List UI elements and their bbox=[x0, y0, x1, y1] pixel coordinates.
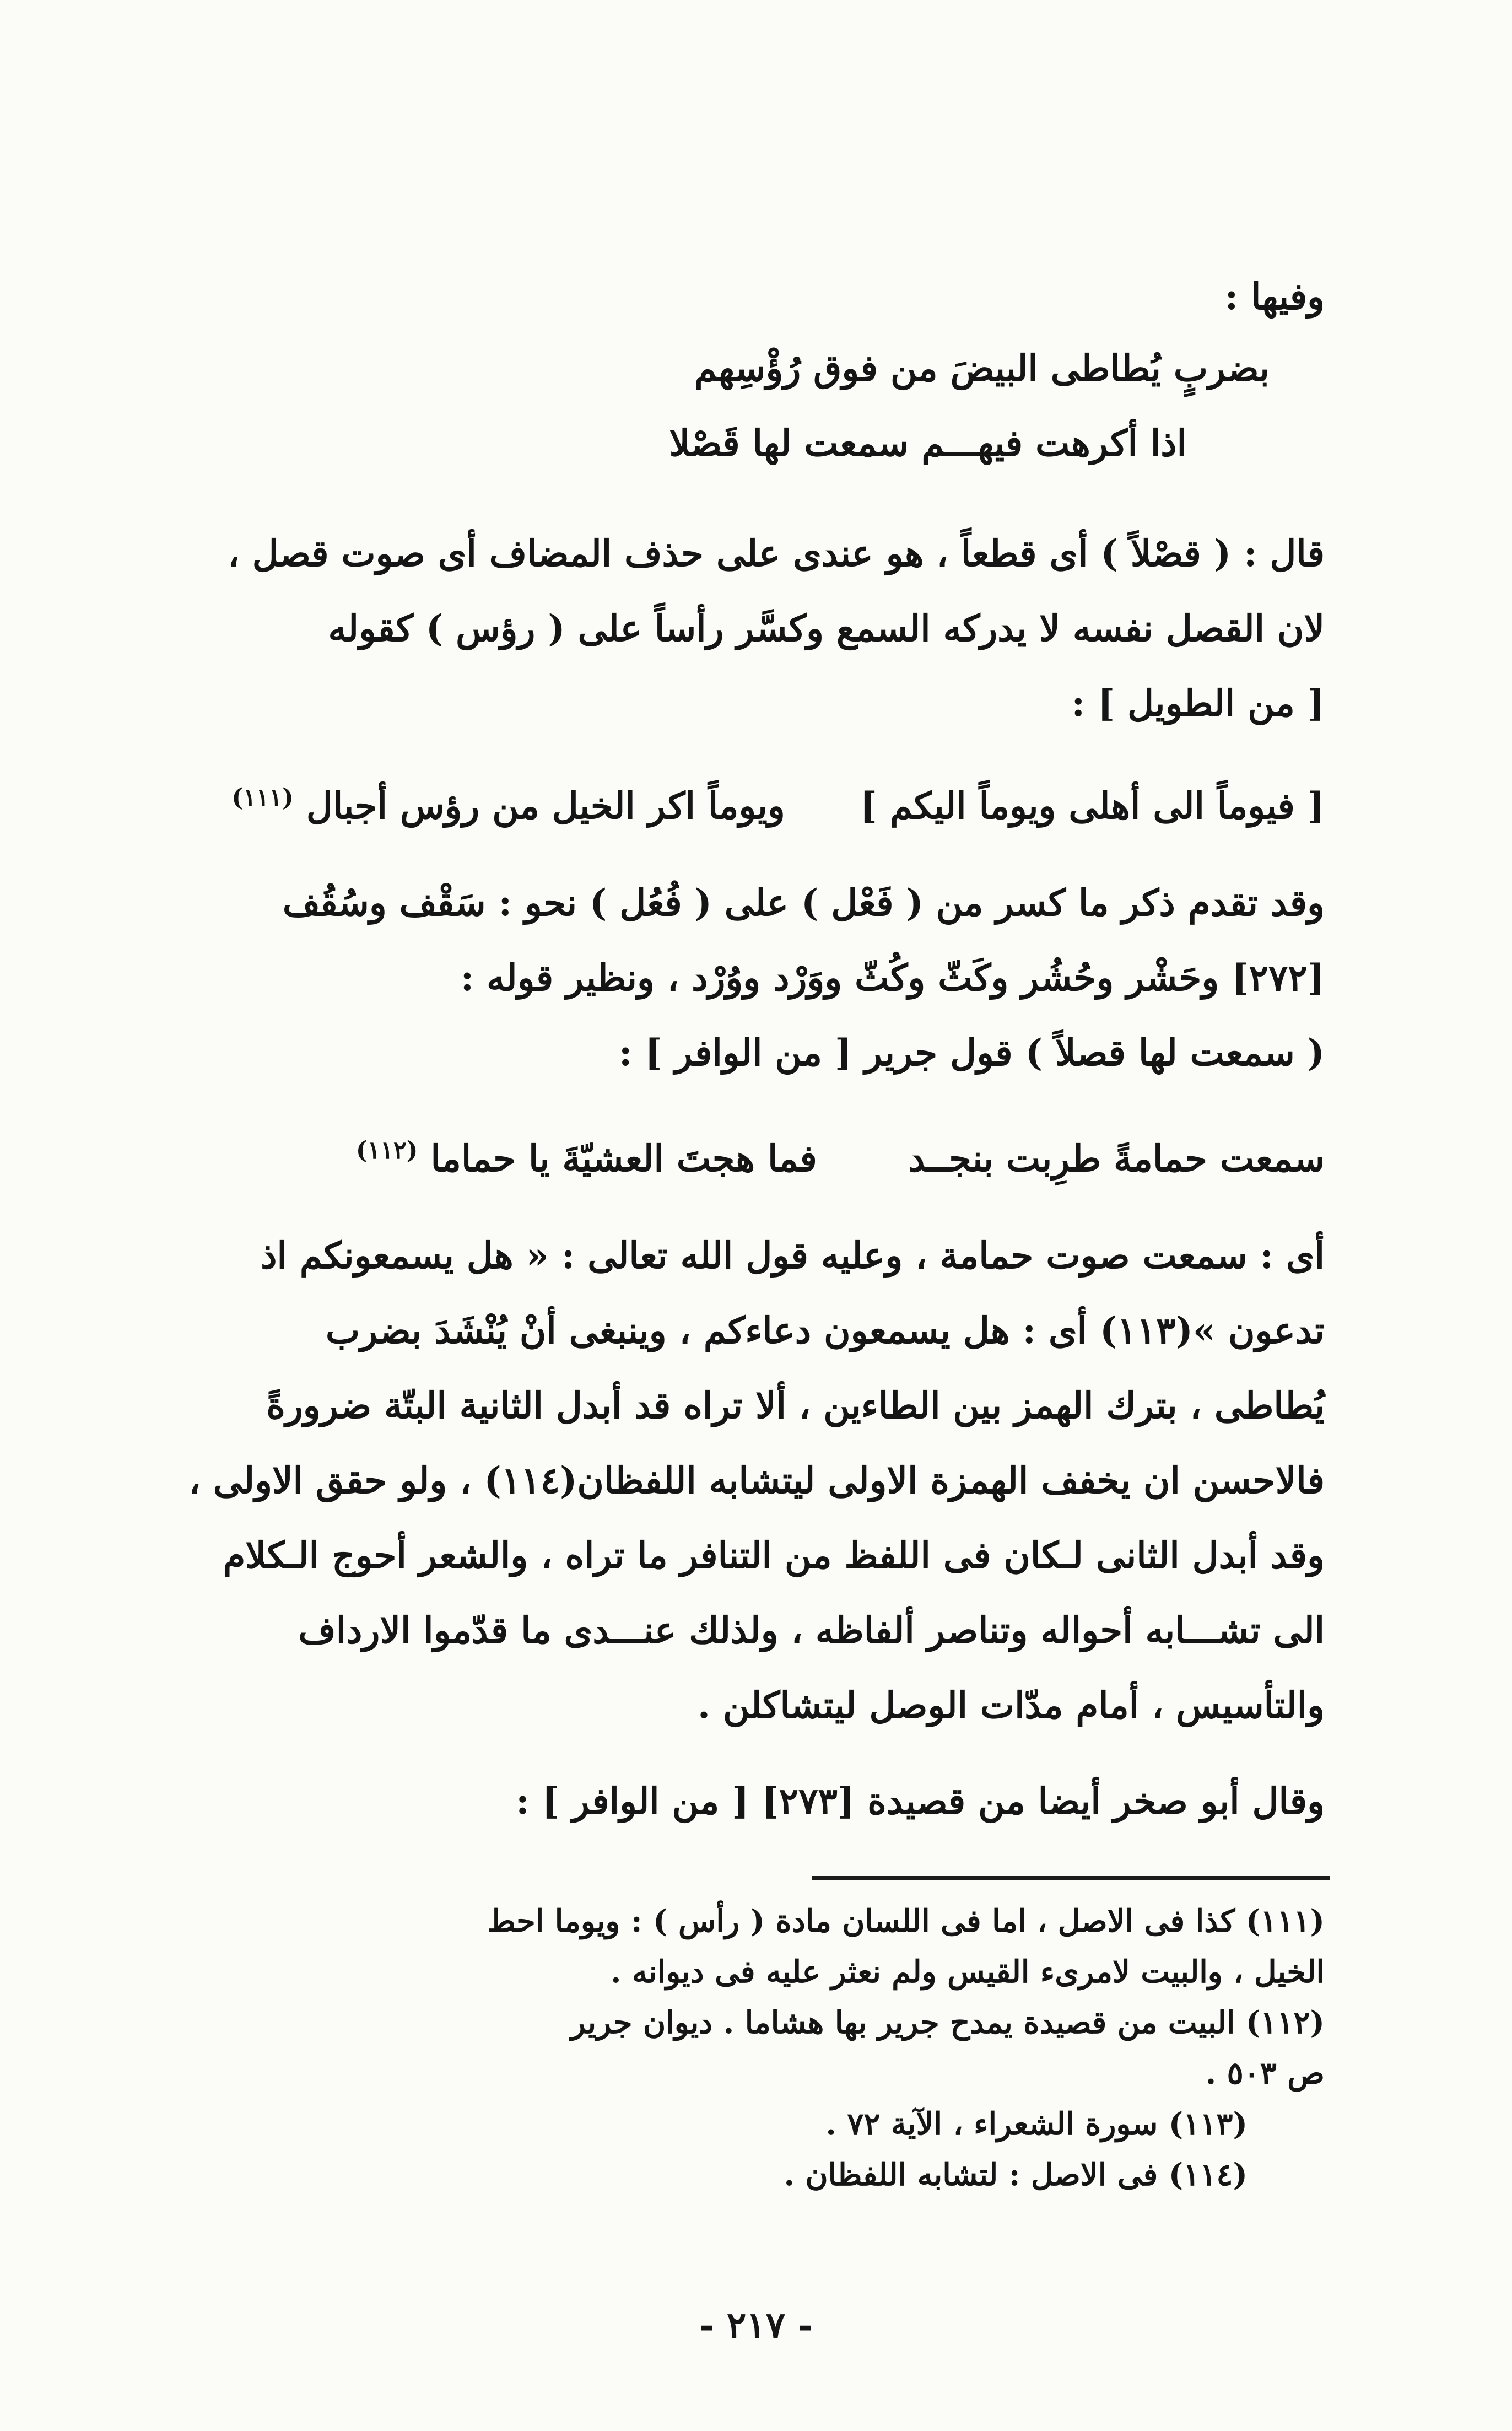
paragraph-3-line: تدعون »(١١٣) أى : هل يسمعون دعاءكم ، وينبغى أنْ يُنْشَدَ بضرب bbox=[326, 1309, 1325, 1352]
verse-1 bbox=[195, 331, 1325, 481]
paragraph-3 bbox=[188, 1218, 1325, 1743]
footnote-line: (١١٢) البيت من قصيدة يمدح جرير بها هشاما . ديوان جرير bbox=[570, 2004, 1325, 2041]
intro-line bbox=[195, 259, 1325, 334]
paragraph-1 bbox=[195, 516, 1325, 741]
verse-3-line bbox=[195, 1113, 1325, 1188]
footnote-111 bbox=[195, 1896, 1325, 1997]
page-number: - ٢١٧ - bbox=[699, 2304, 813, 2347]
verse-1-hemistich-2: اذا أكرهت فيهـــم سمعت لها قَصْلا bbox=[669, 422, 1187, 465]
verse-3-hemistich-2: فما هجتَ العشيّةَ يا حماما bbox=[430, 1137, 817, 1180]
footnote-112 bbox=[195, 1997, 1325, 2099]
footnote-separator bbox=[812, 1876, 1330, 1880]
paragraph-2-line: وقد تقدم ذكر ما كسر من ( فَعْل ) على ( فُعُل ) نحو : سَقْف وسُقُف bbox=[282, 881, 1325, 924]
paragraph-2 bbox=[195, 865, 1325, 1090]
paragraph-2-line: [٢٧٢] وحَشْر وحُشُر وكَثّ وكُثّ ووَرْد ووُرْد ، ونظير قوله : bbox=[460, 956, 1325, 999]
verse-2 bbox=[195, 761, 1325, 836]
intro-text: وفيها : bbox=[1224, 275, 1325, 318]
paragraph-1-line: لان القصل نفسه لا يدركه السمع وكسَّر رأساً على ( رؤس ) كقوله bbox=[328, 607, 1325, 650]
verse-1-hemistich-1: بضربٍ يُطاطى البيضَ من فوق رُؤْسِهم bbox=[694, 347, 1270, 390]
paragraph-3-line: فالاحسن ان يخفف الهمزة الاولى ليتشابه اللفظان(١١٤) ، ولو حقق الاولى ، bbox=[188, 1459, 1325, 1502]
footnote-line: الخيل ، والبيت لامرىء القيس ولم نعثر عليه فى ديوانه . bbox=[610, 1954, 1325, 1990]
footnote-ref-112: (١١٢) bbox=[355, 1136, 418, 1165]
footnote-ref-111: (١١١) bbox=[231, 784, 294, 812]
footnote-113 bbox=[195, 2099, 1325, 2149]
verse-3-hemistich-1: سمعت حمامةً طرِبت بنجــد bbox=[908, 1137, 1325, 1180]
footnotes bbox=[195, 1896, 1325, 2200]
verse-2-line bbox=[195, 761, 1325, 836]
footnote-114 bbox=[195, 2149, 1325, 2200]
verse-2-hemistich-2: ويوماً اكر الخيل من رؤس أجبال bbox=[306, 784, 785, 827]
paragraph-1-line: [ من الطويل ] : bbox=[1071, 682, 1325, 725]
paragraph-2-line: ( سمعت لها قصلاً ) قول جرير [ من الوافر ] : bbox=[619, 1031, 1325, 1074]
paragraph-1-line: قال : ( قصْلاً ) أى قطعاً ، هو عندى على حذف المضاف أى صوت قصل ، bbox=[228, 532, 1325, 575]
footnote-line: (١١٣) سورة الشعراء ، الآية ٧٢ . bbox=[825, 2106, 1248, 2142]
footnote-line: ص ٥٠٣ . bbox=[1205, 2055, 1325, 2092]
footnote-line: (١١١) كذا فى الاصل ، اما فى اللسان مادة ( رأس ) : ويوما احط bbox=[487, 1903, 1325, 1939]
footnote-line: (١١٤) فى الاصل : لتشابه اللفظان . bbox=[784, 2157, 1248, 2193]
paragraph-4-text: وقال أبو صخر أيضا من قصيدة [٢٧٣] [ من الوافر ] : bbox=[516, 1780, 1325, 1823]
verse-2-hemistich-1: [ فيوماً الى أهلى ويوماً اليكم ] bbox=[860, 784, 1325, 827]
paragraph-3-line: والتأسيس ، أمام مدّات الوصل ليتشاكلن . bbox=[698, 1684, 1325, 1727]
paragraph-3-line: يُطاطى ، بترك الهمز بين الطاءين ، ألا تراه قد أبدل الثانية البتّة ضرورةً bbox=[266, 1384, 1325, 1427]
verse-3 bbox=[195, 1113, 1325, 1188]
paragraph-3-line: الى تشـــابه أحواله وتناصر ألفاظه ، ولذلك عنـــدى ما قدّموا الارداف bbox=[298, 1609, 1325, 1652]
paragraph-4 bbox=[195, 1764, 1325, 1839]
paragraph-3-line: أى : سمعت صوت حمامة ، وعليه قول الله تعالى : « هل يسمعونكم اذ bbox=[261, 1234, 1325, 1277]
paragraph-3-line: وقد أبدل الثانى لـكان فى اللفظ من التنافر ما تراه ، والشعر أحوج الـكلام bbox=[223, 1534, 1325, 1577]
